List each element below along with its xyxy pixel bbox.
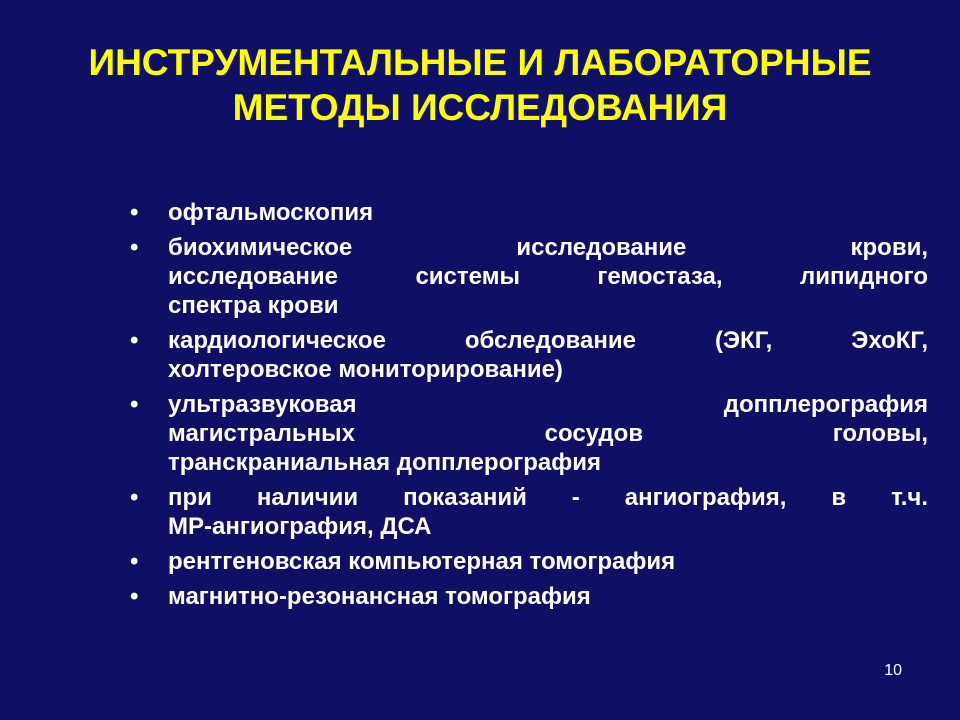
list-item-text: кардиологическое обследование (ЭКГ, ЭхоКГ, — [168, 327, 928, 354]
list-item-text: биохимическое исследование крови, — [168, 234, 928, 261]
list-item-ophthalmoscopy — [130, 198, 928, 227]
slide-title-line-1: ИНСТРУМЕНТАЛЬНЫЕ И ЛАБОРАТОРНЫЕ — [88, 42, 872, 83]
list-item-text: магистральных сосудов головы, — [168, 420, 928, 447]
list-item-text: рентгеновская компьютерная томография — [168, 548, 676, 575]
bullet-icon: • — [130, 327, 139, 354]
bullet-icon: • — [130, 548, 139, 575]
bullet-icon: • — [130, 234, 139, 261]
bullet-list — [130, 198, 928, 617]
bullet-icon: • — [130, 583, 139, 610]
list-item-text: транскраниальная допплерография — [168, 449, 601, 476]
list-item-cardiology — [130, 326, 928, 384]
list-item-text: МР-ангиография, ДСА — [168, 513, 432, 540]
slide-title-line-2: МЕТОДЫ ИССЛЕДОВАНИЯ — [232, 87, 728, 128]
list-item-text: при наличии показаний - ангиография, в т.ч. — [168, 484, 928, 511]
list-item-text: ультразвуковая допплерография — [168, 391, 928, 418]
list-item-mri — [130, 582, 928, 611]
list-item-text: магнитно-резонансная томография — [168, 583, 591, 610]
list-item-text: офтальмоскопия — [168, 199, 374, 226]
list-item-ct — [130, 547, 928, 576]
list-item-text: исследование системы гемостаза, липидного — [168, 263, 928, 290]
list-item-biochemistry — [130, 233, 928, 320]
list-item-angiography — [130, 483, 928, 541]
bullet-icon: • — [130, 199, 139, 226]
list-item-text: спектра крови — [168, 292, 339, 319]
list-item-doppler — [130, 390, 928, 477]
page-number: 10 — [884, 662, 902, 679]
bullet-icon: • — [130, 391, 139, 418]
list-item-text: холтеровское мониторирование) — [168, 356, 563, 383]
slide-title — [0, 40, 960, 130]
bullet-icon: • — [130, 484, 139, 511]
